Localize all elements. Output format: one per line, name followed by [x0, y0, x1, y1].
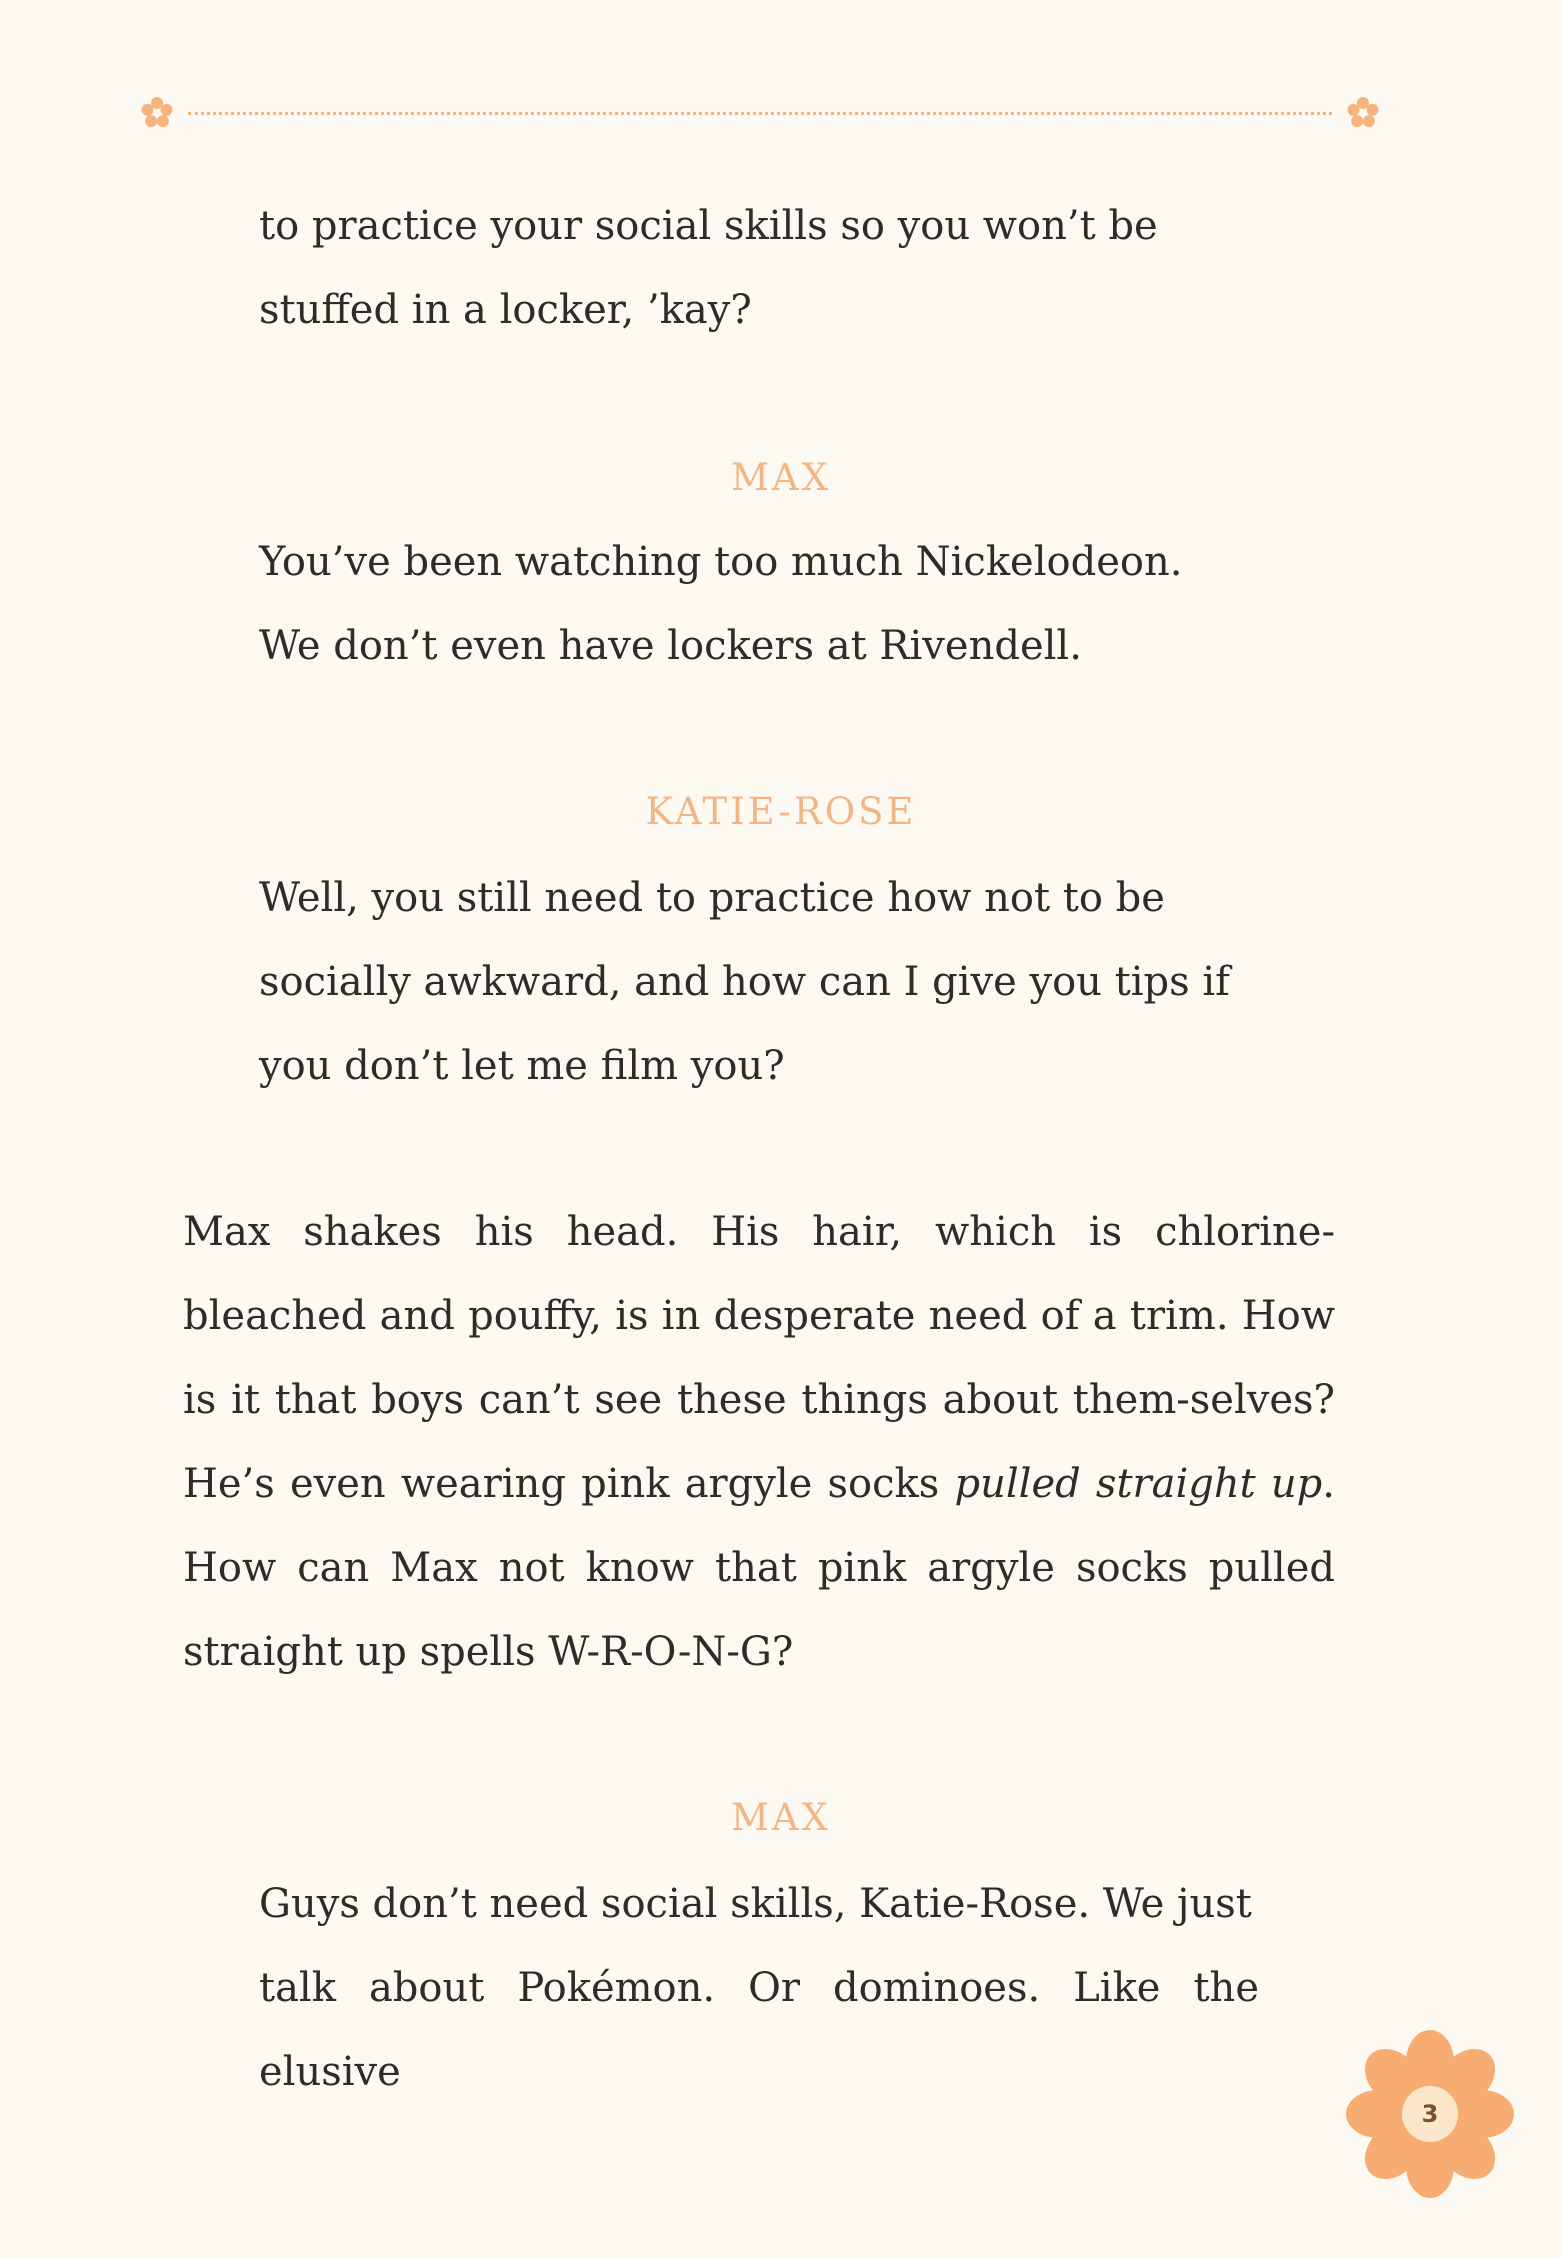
flower-icon — [1346, 96, 1380, 130]
speech-line: to practice your social skills so you won’t be — [259, 203, 1158, 249]
narration-text — [183, 1190, 1335, 1694]
speaker-name: MAX — [731, 1796, 831, 1839]
dotted-rule — [188, 112, 1332, 115]
speech-block — [259, 1862, 1259, 2114]
speech-block — [259, 184, 1259, 352]
flower-icon — [140, 96, 174, 130]
page-number-badge — [1340, 2024, 1520, 2204]
speech-line: Guys don’t need social skills, Katie-Rose. We just — [259, 1881, 1252, 1927]
narration-part: Max shakes his head. His hair, which is chlorine-bleached and pouffy, is in desperate need of a trim. How is it that boys can’t see these things about them-selves? He’s even wearing pink argyle socks — [183, 1209, 1335, 1507]
narration-paragraph — [183, 1190, 1335, 1694]
speech-line: stuffed in a locker, ’kay? — [259, 287, 752, 333]
page-number: 3 — [1421, 2100, 1439, 2128]
speaker-name: MAX — [731, 456, 831, 499]
narration-part: . How can Max not know that pink argyle socks pulled straight up spells W-R-O-N-G? — [183, 1461, 1335, 1675]
speaker-name: KATIE-ROSE — [645, 790, 917, 833]
speech-line: You’ve been watching too much Nickelodeon. — [259, 539, 1183, 585]
speech-line: talk about Pokémon. Or dominoes. Like the elusive — [259, 1965, 1259, 2095]
speech-line: you don’t let me film you? — [259, 1043, 785, 1089]
speech-block — [259, 520, 1259, 688]
speech-line: socially awkward, and how can I give you tips if — [259, 959, 1230, 1005]
speech-line: Well, you still need to practice how not to be — [259, 875, 1165, 921]
header-ornament — [140, 96, 1380, 130]
speech-line: We don’t even have lockers at Rivendell. — [259, 623, 1082, 669]
narration-italic: pulled straight up — [954, 1461, 1323, 1507]
speech-block — [259, 856, 1259, 1108]
